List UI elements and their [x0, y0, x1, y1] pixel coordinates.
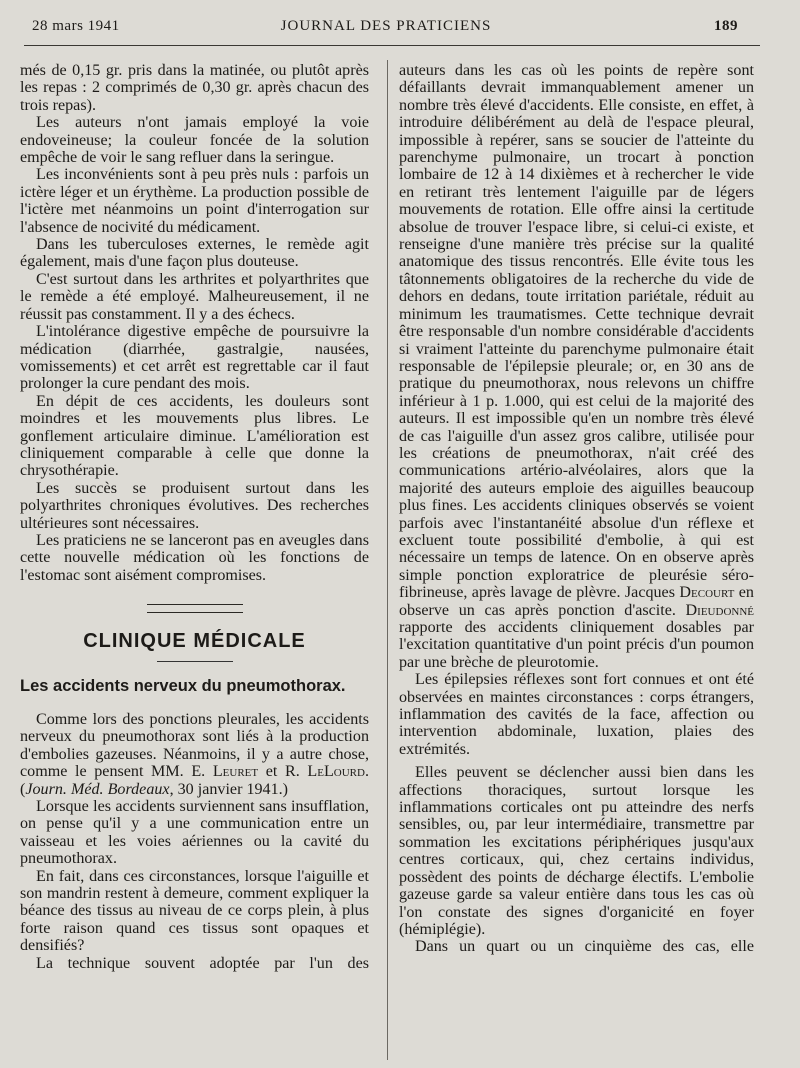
journal-title: JOURNAL DES PRATICIENS [280, 18, 492, 34]
paragraph: Dans un quart ou un cinquième des cas, elle [415, 938, 754, 956]
section-ornament [147, 604, 243, 613]
author-name: Decourt [679, 584, 735, 602]
right-column [399, 62, 754, 956]
paragraph: Les praticiens ne se lanceront pas en aveugles dans cette nouvelle médication où les fonctions de l'estomac sont aisément compromises. [20, 531, 369, 584]
left-column [20, 62, 369, 972]
section-rule [157, 661, 233, 662]
paragraph: C'est surtout dans les arthrites et polyarthrites que le remède a été employé. Malheureusement, il ne réussit pas constamment. Il y a des échecs. [20, 270, 369, 323]
intro-text: , 30 janvier 1941.) [169, 780, 289, 798]
header-rule [24, 45, 760, 46]
citation: Journ. Méd. Bordeaux [25, 780, 170, 798]
paragraph: Lorsque les accidents surviennent sans insufflation, on pense qu'il y a une communication entre un vaisseau et les voies aériennes ou la cavité du pneumothorax. [20, 798, 369, 868]
paragraph: Les auteurs n'ont jamais employé la voie endoveineuse; la couleur foncée de la solution empêche de voir le sang refluer dans la seringue. [20, 114, 369, 167]
paragraph: Les inconvénients sont à peu près nuls : parfois un ictère léger et un érythème. La production possible de l'ictère met néanmoins un point d'interrogation sur l'absence de nocivité du médicament. [20, 166, 369, 236]
paragraph: En dépit de ces accidents, les douleurs sont moindres et les mouvements plus libres. Le gonflement articulaire diminue. L'amélioration est cliniquement comparable à celle que donne la chrysothérapie. [20, 392, 369, 480]
intro-text: . ( [20, 763, 369, 798]
intro-text: Comme lors des ponctions pleurales, les accidents nerveux du pneumothorax sont liés à la production d'embolies gazeuses. Néanmoins, il y a autre chose, comme le pensent MM. E. [20, 711, 369, 781]
intro-text: et R. [258, 763, 308, 781]
paragraph: La technique souvent adoptée par l'un des [36, 954, 369, 972]
section-title: CLINIQUE MÉDICALE [83, 630, 306, 653]
intro-paragraph [20, 711, 369, 798]
paragraph: més de 0,15 gr. pris dans la matinée, ou plutôt après les repas : 2 comprimés de 0,30 gr. après chacun des trois repas). [20, 62, 369, 114]
issue-date: 28 mars 1941 [32, 18, 120, 34]
paragraph-text: auteurs dans les cas où les points de repère sont défaillants devrait immanquablement amener un nombre très élevé d'accidents. Elle consiste, en effet, à introduire délibérément au delà de l'espace pleural, impossible à repérer, sans se soucier de l'atteinte du parenchyme pulmonaire, un trocart à ponction lombaire de 12 à 14 dixièmes et à rechercher le vide en retirant très lentement l'aiguille par de légers mouvements de rotation. Elle offre ainsi la certitude absolue de trouver l'espace libre, si celui-ci existe, et renseigne d'une manière très précise sur la qualité anatomique des tissus rencontrés. Elle évite tous les tâtonnements obligatoires de la recherche du vide de dehors en dedans, toute irritation pariétale, réduit au minimum les traumatismes. Cette technique devrait être responsable d'un nombre considérable d'accidents si vraiment l'atteinte du parenchyme pulmonaire était responsable de l'épilepsie pleurale; or, en 30 ans de pratique du pneumothorax, nous relevons un chiffre inférieur à 1 p. 1.000, qui est celui de la majorité des auteurs. Il est impossible qu'en un nombre très élevé de cas l'aiguille d'un assez gros calibre, utilisée pour les créations de pneumothorax, n'ait créé des communications artério-alvéolaires, alors que la majorité des auteurs emploie des aiguilles beaucoup plus fines. Les accidents cliniques observés se voient parfois avec l'instantanéité absolue d'un réflexe et excluent toute possibilité d'embolie, à qui est nécessaire un temps de latence. On en observe après simple ponction exploratrice de pleurésie séro-fibrineuse, après lavage de plèvre. Jacques [399, 62, 754, 602]
paragraph: Les succès se produisent surtout dans les polyarthrites chroniques évolutives. Des recherches ultérieures sont nécessaires. [20, 479, 369, 532]
author-name: Leuret [212, 763, 259, 781]
paragraph: Dans les tuberculoses externes, le remède agit également, mais d'une façon plus douteuse. [20, 236, 369, 271]
paragraph-text: en observe un cas après ponction d'ascite. [399, 584, 754, 619]
column-divider [387, 60, 388, 1060]
author-name: Dieudonné [685, 601, 754, 619]
paragraph: En fait, dans ces circonstances, lorsque l'aiguille et son mandrin restent à demeure, comment expliquer la béance des tissus au niveau de ce corps plein, à plus forte raison quand ces tissus sont opaques et densifiés? [20, 867, 369, 955]
paragraph [399, 62, 754, 671]
paragraph: L'intolérance digestive empêche de poursuivre la médication (diarrhée, gastralgie, nausées, vomissements) et cet arrêt est regrettable car il faut prolonger la cure pendant des mois. [20, 323, 369, 393]
author-name: LeLourd [307, 763, 365, 781]
article-title: Les accidents nerveux du pneumothorax. [20, 676, 346, 695]
page-header [32, 18, 740, 40]
page-number: 189 [714, 18, 738, 34]
paragraph-text: rapporte des accidents cliniquement dosables par l'excitation quantitative d'un point précis d'un poumon par une brèche de pleurotomie. [399, 619, 754, 671]
paragraph: Les épilepsies réflexes sont fort connues et ont été observées en maintes circonstances : corps étrangers, inflammation des cavités de la face, affection ou intervention abdominale, luxation, plaies des extrémités. [399, 671, 754, 758]
paragraph: Elles peuvent se déclencher aussi bien dans les affections thoraciques, surtout lorsque les inflammations corticales ont pu atteindre des nerfs sensibles, ou, par leur intermédiaire, transmettre par sommation les excitations périphériques jusqu'aux centres corticaux, qui, chez certains individus, possèdent des points de décharge électifs. L'embolie gazeuse garde sa valeur entière dans tous les cas où l'on constate des signes d'organicité en foyer (hémiplégie). [399, 764, 754, 938]
